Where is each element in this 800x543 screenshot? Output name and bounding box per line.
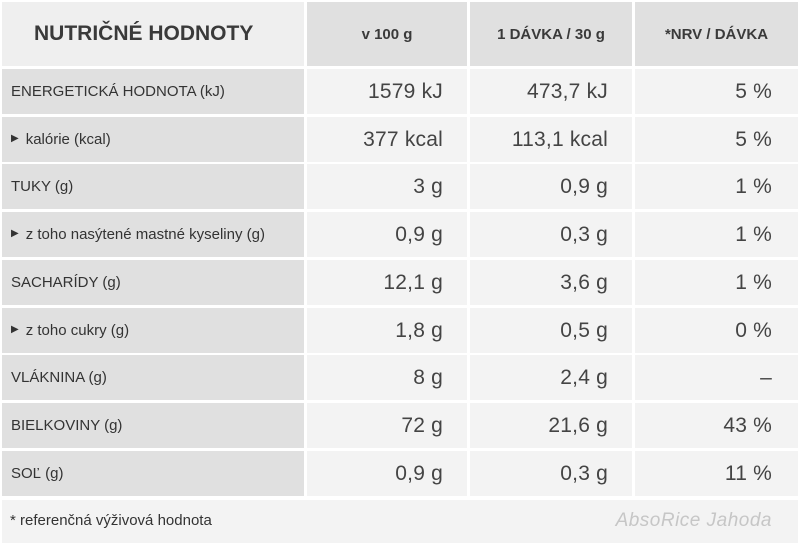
value-nrv: 0 % (635, 308, 798, 353)
nutrient-label-text: SOĽ (g) (11, 465, 64, 482)
triangle-right-icon: ▶ (11, 228, 19, 239)
column-header-per-100g: v 100 g (307, 2, 467, 66)
value-per-serving: 2,4 g (470, 355, 632, 400)
value-per-serving: 0,9 g (470, 164, 632, 209)
column-header-nrv: *NRV / DÁVKA (635, 2, 798, 66)
value-per-serving: 0,3 g (470, 212, 632, 257)
table-row (0, 69, 800, 114)
value-nrv: 5 % (635, 117, 798, 162)
table-row (0, 212, 800, 257)
nutrient-label-text: kalórie (kcal) (25, 131, 111, 148)
nutrient-label (2, 403, 304, 448)
nutrient-label (2, 164, 304, 209)
table-footer (2, 500, 798, 543)
nutrient-label (2, 117, 304, 162)
value-per-100g: 0,9 g (307, 212, 467, 257)
table-header (0, 2, 800, 66)
table-row (0, 451, 800, 496)
triangle-right-icon: ▶ (11, 324, 19, 335)
table-row (0, 308, 800, 353)
nutrient-label-text: TUKY (g) (11, 178, 74, 195)
table-row (0, 403, 800, 448)
value-per-serving: 21,6 g (470, 403, 632, 448)
value-per-serving: 0,5 g (470, 308, 632, 353)
value-per-100g: 3 g (307, 164, 467, 209)
nutrient-label (2, 355, 304, 400)
product-watermark: AbsoRice Jahoda (615, 510, 772, 531)
value-per-serving: 3,6 g (470, 260, 632, 305)
footnote: * referenčná výživová hodnota (10, 512, 212, 529)
triangle-right-icon: ▶ (11, 133, 19, 144)
table-title: NUTRIČNÉ HODNOTY (2, 2, 304, 66)
value-per-100g: 72 g (307, 403, 467, 448)
table-row (0, 164, 800, 209)
value-per-100g: 12,1 g (307, 260, 467, 305)
table-row (0, 260, 800, 305)
value-nrv: 1 % (635, 212, 798, 257)
nutrient-label-text: ENERGETICKÁ HODNOTA (kJ) (11, 83, 225, 100)
column-header-per-serving: 1 DÁVKA / 30 g (470, 2, 632, 66)
nutrient-label-text: z toho cukry (g) (25, 322, 130, 339)
nutrient-label-text: z toho nasýtené mastné kyseliny (g) (25, 226, 265, 243)
value-per-serving: 0,3 g (470, 451, 632, 496)
value-per-serving: 113,1 kcal (470, 117, 632, 162)
value-nrv: 11 % (635, 451, 798, 496)
value-per-100g: 8 g (307, 355, 467, 400)
value-nrv: 1 % (635, 164, 798, 209)
table-row (0, 117, 800, 162)
table-row (0, 355, 800, 400)
nutrient-label (2, 308, 304, 353)
value-per-serving: 473,7 kJ (470, 69, 632, 114)
value-per-100g: 1,8 g (307, 308, 467, 353)
nutrient-label (2, 451, 304, 496)
value-nrv: 1 % (635, 260, 798, 305)
nutrient-label-text: BIELKOVINY (g) (11, 417, 123, 434)
nutrient-label (2, 260, 304, 305)
value-nrv: 43 % (635, 403, 798, 448)
nutrient-label-text: VLÁKNINA (g) (11, 369, 107, 386)
value-per-100g: 1579 kJ (307, 69, 467, 114)
value-nrv: – (635, 355, 798, 400)
nutrient-label (2, 69, 304, 114)
nutrient-label (2, 212, 304, 257)
value-per-100g: 377 kcal (307, 117, 467, 162)
value-per-100g: 0,9 g (307, 451, 467, 496)
nutrient-label-text: SACHARÍDY (g) (11, 274, 121, 291)
value-nrv: 5 % (635, 69, 798, 114)
